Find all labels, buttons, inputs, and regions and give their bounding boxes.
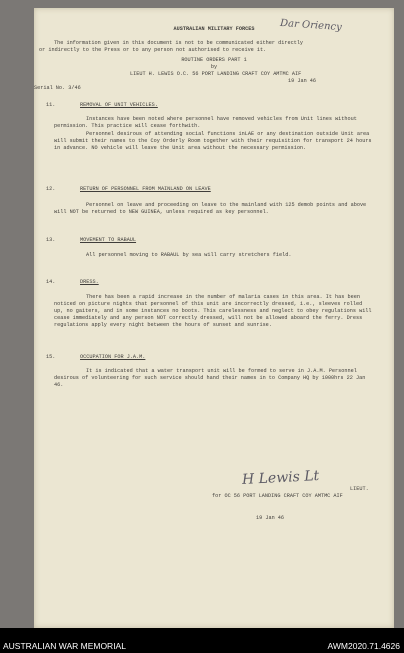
section-paragraph: Instances have been noted where personnel have removed vehicles from Unit lines without permission. This practice will cease forthwith. bbox=[54, 116, 357, 129]
section-heading: MOVEMENT TO RABAUL bbox=[80, 237, 137, 243]
section-paragraph: There has been a rapid increase in the number of malaria cases in this area. It has been noticed on picture nights that personnel of this unit are incorrectly dressed, i.e., sleeves rolled up, no gaiters, and in some instances no boots. This carelessness and neglect to obey regulations will cease immediately and any person NOT correctly dressed, will not be allowed aboard the ferry. Dress regulations apply every night between the hours of sunset and sunrise. bbox=[54, 294, 372, 328]
signature-date: 19 Jan 46 bbox=[256, 515, 285, 521]
section-heading: RETURN OF PERSONNEL FROM MAINLAND ON LEAVE bbox=[80, 186, 211, 192]
orders-date: 19 Jan 46 bbox=[288, 78, 317, 84]
section-number: 11. bbox=[46, 102, 56, 108]
officer-line: LIEUT H. LEWIS O.C. 56 PORT LANDING CRAFT COY AMTMC AIF bbox=[130, 71, 302, 77]
section-heading: REMOVAL OF UNIT VEHICLES. bbox=[80, 102, 158, 108]
section-heading: DRESS. bbox=[80, 279, 99, 285]
section-number: 15. bbox=[46, 354, 56, 360]
serial-number: Serial No. 3/46 bbox=[34, 85, 81, 91]
section-number: 12. bbox=[46, 186, 56, 192]
section-paragraph: Personnel desirous of attending social functions inLAE or any destination outside Unit area will submit their names to the Coy Orderly Room together with their requisition for transport 24 hours in advance. NO vehicle will leave the Unit area without the necessary permission. bbox=[54, 131, 372, 151]
section-number: 14. bbox=[46, 279, 56, 285]
signature: H Lewis Lt bbox=[241, 467, 320, 489]
signature-rank: LIEUT. bbox=[350, 486, 369, 492]
notice-line-1: The information given in this document is not to be communicated either directly bbox=[54, 40, 304, 46]
section-number: 13. bbox=[46, 237, 56, 243]
footer-accession-number: AWM2020.71.4626 bbox=[327, 641, 400, 651]
section-paragraph: All personnel moving to RABAUL by sea will carry stretchers field. bbox=[86, 252, 292, 258]
section-paragraph: Personnel on leave and proceeding on leave to the mainland with 125 demob points and above will NOT be returned to NEW GUINEA, unless required as key personnel. bbox=[54, 202, 367, 215]
signature-block: for OC 56 PORT LANDING CRAFT COY AMTMC AIF bbox=[212, 493, 343, 499]
footer-institution: AUSTRALIAN WAR MEMORIAL bbox=[3, 641, 126, 651]
handwritten-note: Dar Oriency bbox=[279, 17, 343, 34]
notice-line-2: or indirectly to the Press or to any person not authorised to receive it. bbox=[39, 47, 267, 53]
section-heading: OCCUPATION FOR J.A.M. bbox=[80, 354, 146, 360]
orders-by: by bbox=[210, 64, 218, 70]
archive-footer bbox=[0, 628, 404, 653]
section-paragraph: It is indicated that a water transport unit will be formed to serve in J.A.M. Personnel desirous of volunteering for such service should hand their names in to Company HQ by 1000hrs 22 Jan 46. bbox=[54, 368, 366, 388]
document-title: AUSTRALIAN MILITARY FORCES bbox=[173, 26, 255, 32]
document-page bbox=[34, 8, 394, 628]
orders-title: ROUTINE ORDERS PART 1 bbox=[181, 57, 247, 63]
